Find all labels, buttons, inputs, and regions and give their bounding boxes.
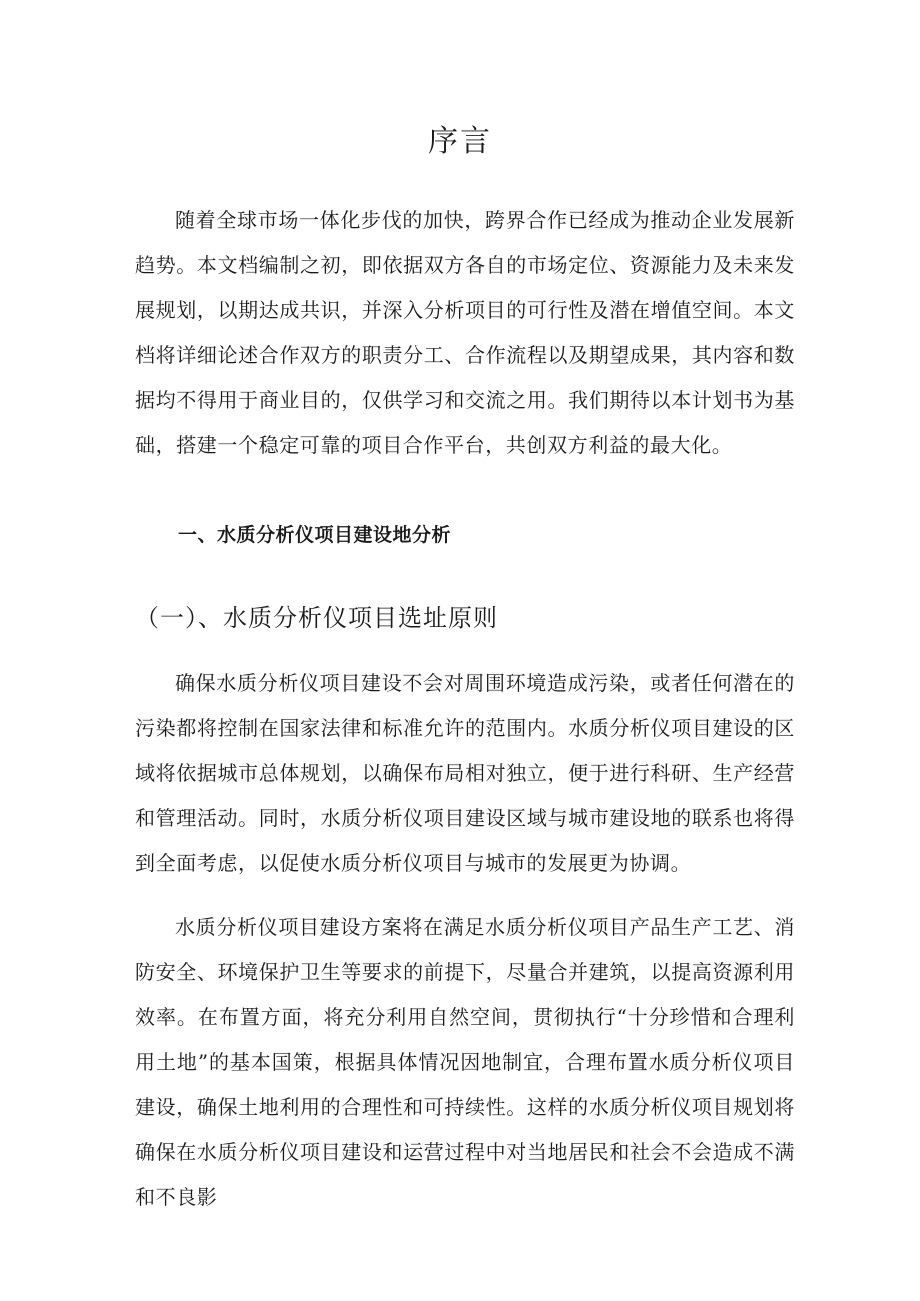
body-paragraph: 确保水质分析仪项目建设不会对周围环境造成污染，或者任何潜在的污染都将控制在国家法律和标准允许的范围内。水质分析仪项目建设的区域将依据城市总体规划，以确保布局相对独立，便于进行科研、生产经营和管理活动。同时，水质分析仪项目建设区域与城市建设地的联系也将得到全面考虑，以促使水质分析仪项目与城市的发展更为协调。 xyxy=(135,671,795,875)
section-heading: 一、水质分析仪项目建设地分析 xyxy=(178,524,452,546)
subsection-heading: （一）、水质分析仪项目选址原则 xyxy=(135,604,498,632)
body-paragraph: 水质分析仪项目建设方案将在满足水质分析仪项目产品生产工艺、消防安全、环境保护卫生等要求的前提下，尽量合并建筑，以提高资源利用效率。在布置方面，将充分利用自然空间，贯彻执行“十分珍惜和合理利用土地”的基本国策，根据具体情况因地制宜，合理布置水质分析仪项目建设，确保土地利用的合理性和可持续性。这样的水质分析仪项目规划将确保在水质分析仪项目建设和运营过程中对当地居民和社会不会造成不满和不良影 xyxy=(135,915,795,1209)
page-title: 序言 xyxy=(428,124,492,159)
intro-paragraph: 随着全球市场一体化步伐的加快，跨界合作已经成为推动企业发展新趋势。本文档编制之初，即依据双方各自的市场定位、资源能力及未来发展规划，以期达成共识，并深入分析项目的可行性及潜在增值空间。本文档将详细论述合作双方的职责分工、合作流程以及期望成果，其内容和数据均不得用于商业目的，仅供学习和交流之用。我们期待以本计划书为基础，搭建一个稳定可靠的项目合作平台，共创双方利益的最大化。 xyxy=(135,208,795,457)
